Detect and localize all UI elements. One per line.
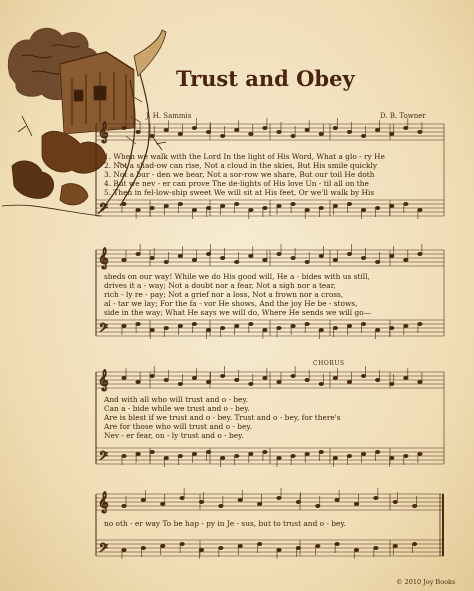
note-head (404, 203, 408, 206)
note-head (180, 543, 184, 546)
note-head (361, 453, 365, 456)
note-head (390, 133, 394, 136)
note-head (347, 381, 351, 384)
note-head (178, 255, 182, 258)
note-head (164, 261, 168, 264)
note-head (319, 255, 323, 258)
note-head (354, 503, 358, 506)
note-head (361, 257, 365, 260)
note-head (150, 451, 154, 454)
note-head (150, 329, 154, 332)
note-head (404, 259, 408, 262)
note-head (122, 203, 126, 206)
note-head (347, 325, 351, 328)
verse-2-line-a: 2. Not a shad-ow can rise, Not a cloud in the skies, But His smile quickly (104, 161, 378, 170)
note-head (404, 325, 408, 328)
note-head (178, 203, 182, 206)
note-head (219, 505, 223, 508)
verse-5-line-b: side in the way; What He says we will do, Where He sends we will go— (104, 308, 372, 317)
note-head (376, 379, 380, 382)
note-head (291, 325, 295, 328)
note-head (141, 499, 145, 502)
note-head (390, 205, 394, 208)
note-head (390, 327, 394, 330)
note-head (277, 205, 281, 208)
note-head (361, 375, 365, 378)
note-head (136, 381, 140, 384)
note-head (376, 451, 380, 454)
note-head (354, 549, 358, 552)
note-head (150, 135, 154, 138)
note-head (136, 131, 140, 134)
note-head (413, 543, 417, 546)
note-head (335, 499, 339, 502)
note-head (263, 377, 267, 380)
note-head (164, 327, 168, 330)
note-head (418, 453, 422, 456)
note-head (192, 259, 196, 262)
note-head (347, 253, 351, 256)
note-head (249, 209, 253, 212)
note-head (136, 209, 140, 212)
note-head (263, 127, 267, 130)
chorus-line-2: Can a - bide while we trust and o - bey. (104, 404, 250, 413)
note-head (316, 505, 320, 508)
note-head (413, 505, 417, 508)
note-head (150, 207, 154, 210)
verses-lyrics-part-1 (104, 152, 385, 197)
note-head (235, 325, 239, 328)
note-head (277, 327, 281, 330)
chorus-label: CHORUS (313, 360, 345, 367)
note-head (305, 261, 309, 264)
note-head (235, 379, 239, 382)
note-head (376, 261, 380, 264)
note-head (418, 381, 422, 384)
note-head (150, 375, 154, 378)
note-head (418, 253, 422, 256)
note-head (376, 329, 380, 332)
note-head (206, 253, 210, 256)
note-head (296, 547, 300, 550)
note-head (164, 457, 168, 460)
note-head (164, 129, 168, 132)
note-head (221, 205, 225, 208)
note-head (235, 455, 239, 458)
note-head (150, 257, 154, 260)
note-head (164, 379, 168, 382)
treble-clef-icon: 𝄞 (98, 370, 109, 391)
note-head (192, 127, 196, 130)
note-head (374, 497, 378, 500)
chorus-line-3: Are is blest if we trust and o - bey. Trust and o - bey, for there's (104, 413, 341, 422)
note-head (258, 543, 262, 546)
treble-clef-icon: 𝄞 (98, 122, 109, 143)
note-head (376, 207, 380, 210)
note-head (305, 323, 309, 326)
note-head (206, 381, 210, 384)
note-head (291, 455, 295, 458)
note-head (238, 499, 242, 502)
lyricist-credit: J. H. Sammis (146, 112, 192, 120)
note-head (319, 451, 323, 454)
note-head (376, 129, 380, 132)
note-head (277, 457, 281, 460)
note-head (221, 375, 225, 378)
note-head (258, 503, 262, 506)
note-head (305, 129, 309, 132)
note-head (319, 207, 323, 210)
treble-clef-icon: 𝄞 (98, 492, 109, 513)
note-head (249, 323, 253, 326)
note-head (235, 261, 239, 264)
note-head (291, 375, 295, 378)
bass-clef-icon: 𝄢 (99, 450, 109, 466)
note-head (335, 543, 339, 546)
verse-5-line-a: 5. Then in fel-low-ship sweet We will sit at His feet, Or we'll walk by His (104, 188, 375, 197)
note-head (418, 323, 422, 326)
note-head (164, 205, 168, 208)
note-head (161, 503, 165, 506)
note-head (122, 505, 126, 508)
note-head (206, 131, 210, 134)
note-head (206, 207, 210, 210)
note-head (305, 379, 309, 382)
note-head (161, 545, 165, 548)
note-head (192, 323, 196, 326)
chorus-line-5: Nev - er fear, on - ly trust and o - bey. (104, 431, 244, 440)
hymn-title: Trust and Obey (176, 66, 355, 91)
verse-4-line-b: al - tar we lay; For the fa - vor He shows, And the joy He be - stows, (104, 299, 358, 308)
note-head (192, 209, 196, 212)
note-head (235, 203, 239, 206)
note-head (221, 327, 225, 330)
note-head (319, 383, 323, 386)
note-head (178, 133, 182, 136)
note-head (418, 209, 422, 212)
note-head (136, 323, 140, 326)
note-head (291, 203, 295, 206)
note-head (333, 327, 337, 330)
note-head (192, 377, 196, 380)
note-head (333, 127, 337, 130)
note-head (141, 547, 145, 550)
bass-clef-icon: 𝄢 (99, 202, 109, 218)
note-head (404, 127, 408, 130)
note-head (122, 127, 126, 130)
note-head (291, 257, 295, 260)
note-head (122, 259, 126, 262)
note-head (316, 545, 320, 548)
note-head (238, 545, 242, 548)
note-head (374, 547, 378, 550)
note-head (178, 455, 182, 458)
verse-1-line-a: 1. When we walk with the Lord In the light of His Word, What a glo - ry He (104, 152, 385, 161)
bass-clef-icon: 𝄢 (99, 542, 109, 558)
note-head (178, 325, 182, 328)
note-head (277, 131, 281, 134)
note-head (136, 253, 140, 256)
note-head (221, 135, 225, 138)
note-head (333, 377, 337, 380)
note-head (333, 205, 337, 208)
note-head (305, 209, 309, 212)
note-head (277, 497, 281, 500)
note-head (221, 457, 225, 460)
note-head (393, 501, 397, 504)
treble-clef-icon: 𝄞 (98, 248, 109, 269)
note-head (178, 383, 182, 386)
note-head (263, 329, 267, 332)
note-head (277, 549, 281, 552)
note-head (296, 501, 300, 504)
note-head (347, 131, 351, 134)
verses-lyrics-part-2 (104, 272, 371, 317)
note-head (361, 209, 365, 212)
note-head (404, 455, 408, 458)
note-head (404, 377, 408, 380)
verse-3-line-a: 3. Not a bur - den we bear, Not a sor-row we share, But our toil He doth (104, 170, 375, 179)
chorus-line-1: And with all who will trust and o - bey. (104, 395, 248, 404)
note-head (263, 207, 267, 210)
note-head (192, 453, 196, 456)
note-head (206, 329, 210, 332)
note-head (122, 325, 126, 328)
note-head (219, 547, 223, 550)
copyright-notice: © 2010 Joy Books (396, 578, 456, 586)
note-head (136, 453, 140, 456)
note-head (249, 383, 253, 386)
note-head (390, 457, 394, 460)
note-head (305, 453, 309, 456)
note-head (319, 133, 323, 136)
note-head (390, 255, 394, 258)
bass-clef-icon: 𝄢 (99, 322, 109, 338)
note-head (319, 329, 323, 332)
note-head (249, 255, 253, 258)
note-head (333, 457, 337, 460)
verse-4-line-a: 4. But we nev - er can prove The de-lights of His love Un - til all on the (104, 179, 369, 188)
verse-2-line-b: drives it a - way; Not a doubt nor a fear, Not a sigh nor a tear, (104, 281, 336, 290)
chorus-final-line: no oth - er way To be hap - py in Je - sus, but to trust and o - bey. (104, 519, 346, 528)
note-head (122, 377, 126, 380)
note-head (347, 455, 351, 458)
note-head (122, 549, 126, 552)
verse-3-line-b: rich - ly re - pay; Not a grief nor a loss, Not a frown nor a cross, (104, 290, 344, 299)
composer-credit: D. B. Towner (380, 112, 426, 120)
note-head (249, 453, 253, 456)
note-head (418, 131, 422, 134)
note-head (263, 259, 267, 262)
note-head (277, 253, 281, 256)
note-head (390, 383, 394, 386)
note-head (361, 135, 365, 138)
note-head (180, 497, 184, 500)
verse-1-line-b: sheds on our way! While we do His good will, He a - bides with us still, (104, 272, 370, 281)
note-head (199, 501, 203, 504)
note-head (333, 259, 337, 262)
note-head (249, 133, 253, 136)
note-head (206, 451, 210, 454)
chorus-lyrics-part-1 (104, 395, 341, 440)
note-head (235, 129, 239, 132)
note-head (277, 381, 281, 384)
note-head (393, 545, 397, 548)
chorus-lyrics-part-2 (104, 519, 346, 528)
note-head (221, 257, 225, 260)
chorus-line-4: Are for those who will trust and o - bey. (104, 422, 252, 431)
note-head (199, 549, 203, 552)
note-head (263, 451, 267, 454)
note-head (361, 323, 365, 326)
note-head (347, 203, 351, 206)
note-head (291, 135, 295, 138)
note-head (122, 455, 126, 458)
